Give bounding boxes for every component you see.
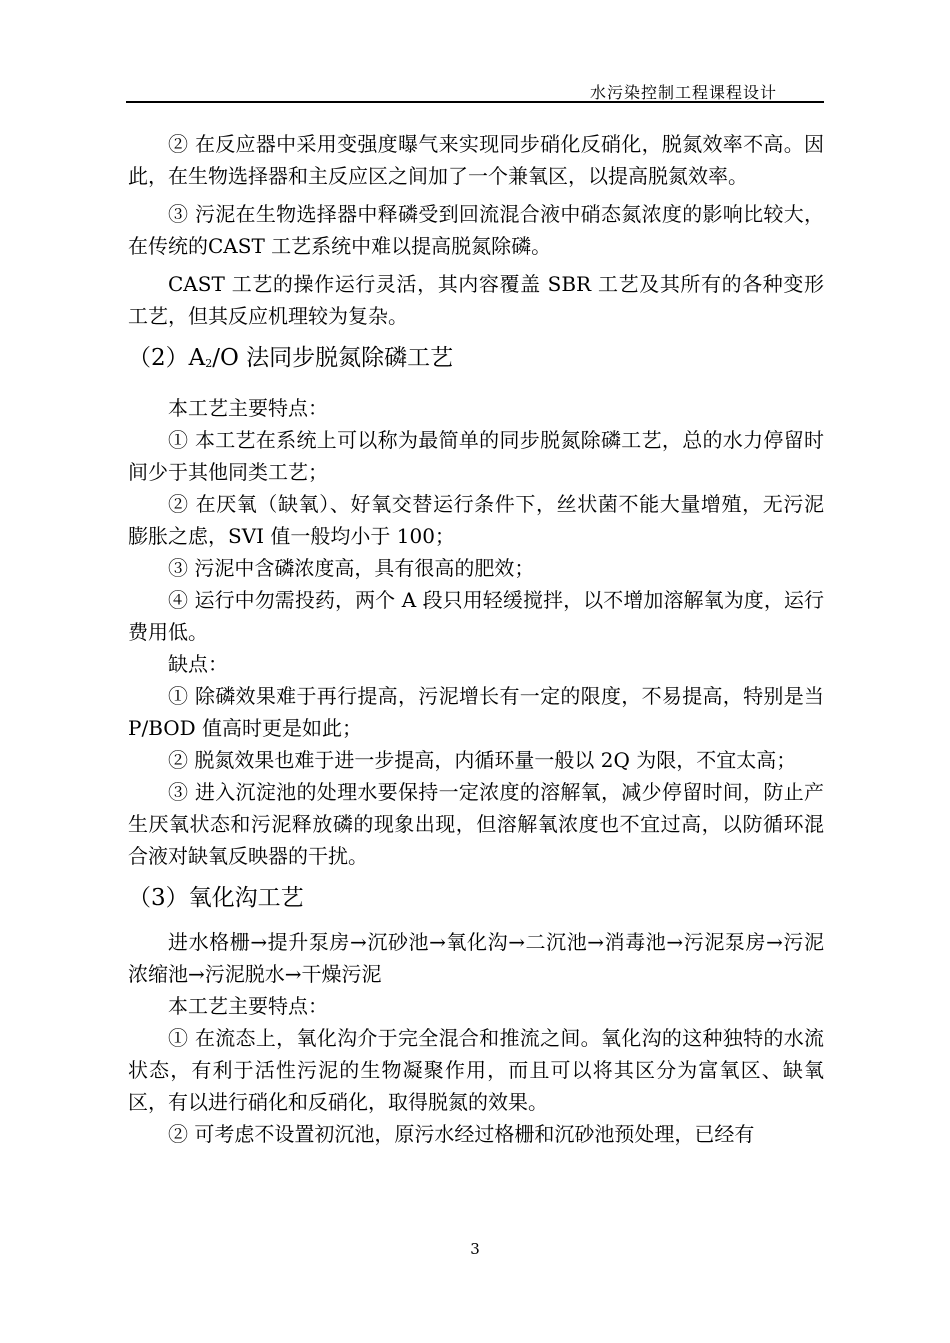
paragraph: 缺点： [168,652,228,676]
paragraph: CAST 工艺的操作运行灵活，其内容覆盖 SBR 工艺及其所有的各种变形工艺，但其反应机理较为复杂。 [128,272,824,328]
section-heading: （3）氧化沟工艺 [128,885,304,911]
heading-suffix: /O 法同步脱氮除磷工艺 [212,345,454,371]
paragraph: 本工艺主要特点： [168,396,328,420]
paragraph: ② 可考虑不设置初沉池，原污水经过格栅和沉砂池预处理，已经有 [168,1122,755,1146]
paragraph: ① 除磷效果难于再行提高，污泥增长有一定的限度，不易提高，特别是当 P/BOD 值高时更是如此； [128,684,824,740]
paragraph: ① 本工艺在系统上可以称为最简单的同步脱氮除磷工艺，总的水力停留时间少于其他同类工艺； [128,428,824,484]
section-heading [128,340,824,382]
heading-subscript: 2 [205,357,213,370]
paragraph: ③ 污泥中含磷浓度高，具有很高的肥效； [168,556,535,580]
paragraph: ② 脱氮效果也难于进一步提高，内循环量一般以 2Q 为限，不宜太高； [168,748,797,772]
paragraph: ② 在反应器中采用变强度曝气来实现同步硝化反硝化，脱氮效率不高。因此，在生物选择器和主反应区之间加了一个兼氧区，以提高脱氮效率。 [128,132,824,188]
paragraph: ③ 进入沉淀池的处理水要保持一定浓度的溶解氧，减少停留时间，防止产生厌氧状态和污泥释放磷的现象出现，但溶解氧浓度也不宜过高，以防循环混合液对缺氧反映器的干扰。 [128,780,824,868]
heading-prefix: （2）A [128,345,206,371]
header-title: 水污染控制工程课程设计 [590,83,778,102]
paragraph: ① 在流态上，氧化沟介于完全混合和推流之间。氧化沟的这种独特的水流状态，有利于活性污泥的生物凝聚作用，而且可以将其区分为富氧区、缺氧区，有以进行硝化和反硝化，取得脱氮的效果。 [128,1026,824,1114]
document-body [128,128,824,1150]
paragraph: 本工艺主要特点： [168,994,328,1018]
paragraph: ③ 污泥在生物选择器中释磷受到回流混合液中硝态氮浓度的影响比较大，在传统的CAST 工艺系统中难以提高脱氮除磷。 [128,202,824,258]
paragraph: ④ 运行中勿需投药，两个 A 段只用轻缓搅拌，以不增加溶解氧为度，运行费用低。 [128,588,824,644]
paragraph: 进水格栅→提升泵房→沉砂池→氧化沟→二沉池→消毒池→污泥泵房→污泥浓缩池→污泥脱水→干燥污泥 [128,930,824,986]
header-rule [126,101,824,103]
paragraph: ② 在厌氧（缺氧）、好氧交替运行条件下，丝状菌不能大量增殖，无污泥膨胀之虑，SVI 值一般均小于 100； [128,492,824,548]
page-number: 3 [470,1240,480,1258]
